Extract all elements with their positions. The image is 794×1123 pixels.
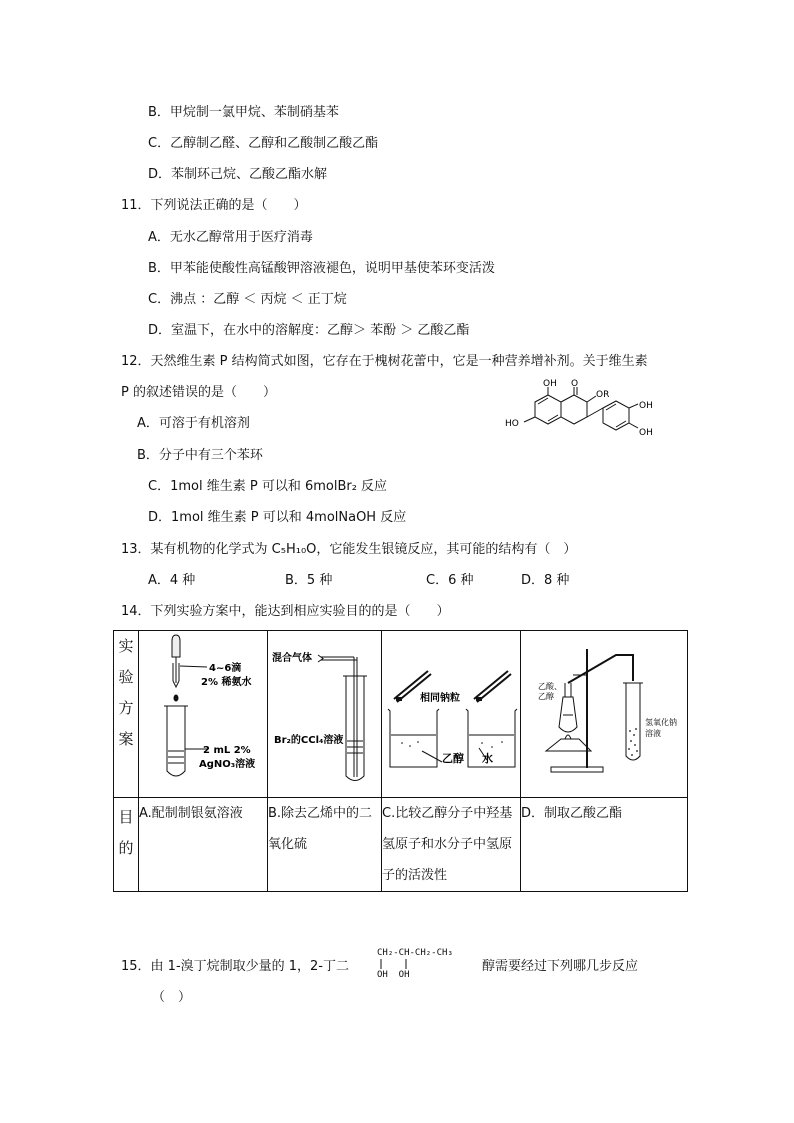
diagram-b-label1: 混合气体	[272, 653, 312, 664]
row-header-char: 案	[118, 730, 134, 748]
q13-option-c: C．6 种	[426, 573, 474, 588]
row-header-char: 的	[118, 839, 134, 857]
q15-formula-top: CH₂-CH-CH₂-CH₃	[377, 948, 453, 958]
sodium-beakers-diagram	[382, 631, 520, 793]
q15-stem-part2: 醇需要经过下列哪几步反应	[482, 959, 639, 974]
ring-b	[603, 401, 629, 430]
q15-stem-line2: （ ）	[152, 990, 192, 1005]
label-o-top: O	[571, 379, 579, 389]
q14-stem: 14．下列实验方案中，能达到相应实验目的的是（ ）	[121, 604, 450, 619]
diagram-c-cell	[382, 631, 521, 798]
diagram-d-label3: 氢氧化钠	[645, 718, 677, 727]
q13-stem: 13．某有机物的化学式为 C₅H₁₀O，它能发生银镜反应，其可能的结构有（ ）	[121, 542, 577, 557]
purpose-b: B.除去乙烯中的二氧化硫	[268, 798, 382, 892]
q11-stem: 11．下列说法正确的是（ ）	[121, 198, 307, 213]
diagram-a-label2: 2% 稀氨水	[201, 677, 252, 688]
experiment-table	[113, 630, 688, 892]
q12-stem-line1: 12．天然维生素 P 结构简式如图，它存在于槐树花蕾中，它是一种营养增补剂。关于维生素	[121, 354, 648, 369]
sodium-grain	[396, 697, 402, 701]
label-oh-right2: OH	[639, 428, 653, 438]
diagram-b-label2: Br₂的CCl₄溶液	[274, 735, 344, 746]
ring-c	[561, 395, 587, 424]
q15-formula-bottom: OH OH	[377, 970, 410, 980]
q10-option-d: D．苯制环己烷、乙酸乙酯水解	[148, 167, 328, 182]
row-header-char: 方	[118, 699, 134, 717]
diagram-c-label3: 水	[482, 752, 493, 765]
q12-option-b: B．分子中有三个苯环	[137, 448, 263, 463]
diagram-d-label1: 乙酸、	[538, 682, 562, 691]
q10-option-b: B．甲烷制一氯甲烷、苯制硝基苯	[148, 105, 339, 120]
row-header-purpose	[114, 798, 139, 892]
row-header-char: 实	[118, 637, 134, 655]
diagram-d-cell	[521, 631, 688, 798]
sodium-grain	[476, 697, 482, 701]
diagram-b-cell	[268, 631, 382, 798]
row-header-char: 验	[118, 668, 134, 686]
q10-option-c: C．乙醇制乙醛、乙醇和乙酸制乙酸乙酯	[148, 136, 379, 151]
diagram-d-label2: 乙醇	[538, 692, 554, 701]
q13-option-d: D．8 种	[521, 573, 570, 588]
q15-stem-part1: 15．由 1-溴丁烷制取少量的 1，2-丁二	[121, 959, 350, 974]
label-oh-right1: OH	[639, 401, 653, 411]
diagram-d-label4: 溶液	[645, 729, 661, 738]
purpose-c: C.比较乙醇分子中羟基氢原子和水分子中氢原子的活泼性	[382, 798, 521, 892]
gas-washing-diagram	[268, 631, 381, 793]
q12-option-c: C．1mol 维生素 P 可以和 6molBr₂ 反应	[148, 479, 388, 494]
purpose-a: A.配制制银氨溶液	[139, 798, 268, 892]
ester-apparatus-diagram	[521, 631, 687, 793]
q11-option-b: B．甲苯能使酸性高锰酸钾溶液褪色，说明甲基使苯环变活泼	[148, 261, 495, 276]
purpose-d: D．制取乙酸乙酯	[521, 798, 688, 892]
ring-a	[535, 395, 561, 424]
q11-option-d: D．室温下，在水中的溶解度：乙醇＞ 苯酚 ＞ 乙酸乙酯	[148, 323, 470, 338]
q11-option-c: C．沸点 ：乙醇 ＜ 丙烷 ＜ 正丁烷	[148, 292, 347, 307]
q13-option-a: A．4 种	[148, 573, 196, 588]
label-or: OR	[596, 390, 610, 400]
q15-formula-bonds	[377, 958, 417, 970]
row-header-char: 目	[118, 808, 134, 826]
diagram-a-label3: 2 mL 2%	[203, 745, 251, 756]
label-ho-left: HO	[505, 419, 519, 429]
dropper-test-tube-diagram	[139, 631, 267, 793]
q12-option-d: D．1mol 维生素 P 可以和 4molNaOH 反应	[148, 510, 407, 525]
row-header-scheme	[114, 631, 139, 798]
diagram-a-label4: AgNO₃溶液	[199, 759, 256, 770]
diagram-a-cell	[139, 631, 268, 798]
vitamin-p-structure-figure	[500, 378, 680, 444]
diagram-c-label1: 相同钠粒	[420, 693, 460, 704]
label-oh-top: OH	[543, 379, 557, 389]
q13-option-b: B．5 种	[285, 573, 333, 588]
q12-stem-line2: P 的叙述错误的是（ ）	[121, 385, 276, 400]
q12-option-a: A．可溶于有机溶剂	[137, 416, 250, 431]
q11-option-a: A．无水乙醇常用于医疗消毒	[148, 230, 313, 245]
diagram-a-label1: 4~6滴	[209, 663, 242, 674]
diagram-c-label2: 乙醇	[442, 752, 464, 765]
